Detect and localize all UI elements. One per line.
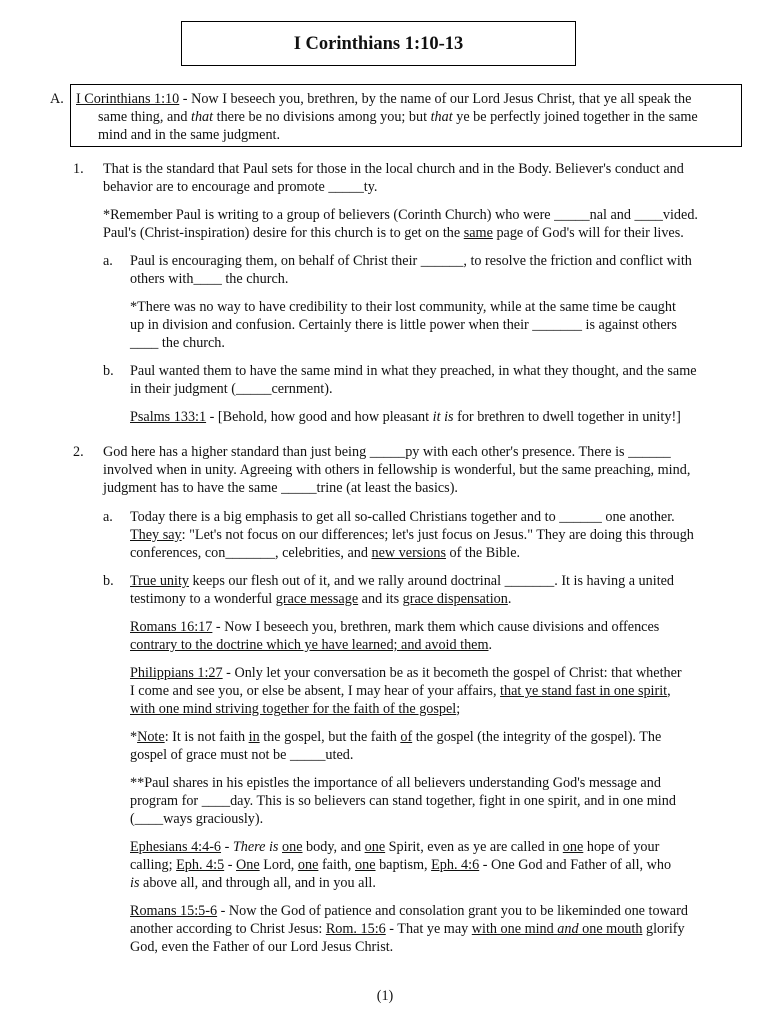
paul-epistles-note: **Paul shares in his epistles the importance of all believers understanding God's message and program for ____day. This is so believers can stand together, fight in one spirit, and in one mind (____ways graciously). (130, 775, 676, 827)
section-a-label: A. (50, 91, 64, 107)
section-a-line2: same thing, and that there be no divisions among you; but that ye be perfectly joined together in the same (98, 109, 698, 125)
item-2-number: 2. (73, 444, 84, 460)
scripture-reference: I Corinthians 1:10 (76, 91, 180, 107)
item-1b-text: Paul wanted them to have the same mind in what they preached, in what they thought, and the same in their judgment (_____cernment). (130, 363, 697, 397)
note-block: *Note: It is not faith in the gospel, but the faith of the gospel (the integrity of the gospel). The gospel of grace must not be _____uted. (130, 729, 662, 763)
romans-16-17-quote: Romans 16:17 - Now I beseech you, brethren, mark them which cause divisions and offences contrary to the doctrine which ye have learned; and avoid them. (130, 619, 660, 653)
item-1a-text: Paul is encouraging them, on behalf of Christ their ______, to resolve the friction and conflict with others with____ the church. (130, 253, 692, 287)
item-1b-label: b. (103, 363, 114, 379)
item-1-remember-note: *Remember Paul is writing to a group of believers (Corinth Church) who were _____nal and ____vided. Paul's (Christ-inspiration) desire for this church is to get on the same page of God's will for their lives. (103, 207, 698, 241)
scripture-reference: Ephesians 4:4-6 (130, 839, 222, 855)
item-2a-label: a. (103, 509, 113, 525)
item-2a-text: Today there is a big emphasis to get all so-called Christians together and to ______ one another. They say: "Let's not focus on our differences; let's just focus on Jesus." They are doing this through conferences, con_______, celebrities, and new versions of the Bible. (130, 509, 694, 561)
title-box (181, 21, 576, 66)
item-1-number: 1. (73, 161, 84, 177)
section-a-box (70, 84, 742, 147)
item-1-text: That is the standard that Paul sets for those in the local church and in the Body. Believer's conduct and behavior are to encourage and promote _____ty. (103, 161, 684, 195)
item-2b-label: b. (103, 573, 114, 589)
scripture-reference: Psalms 133:1 (130, 409, 207, 425)
section-a-line3: mind and in the same judgment. (98, 127, 281, 143)
ephesians-quote: Ephesians 4:4-6 - There is one body, and one Spirit, even as ye are called in one hope of your calling; Eph. 4:5 - One Lord, one faith, one baptism, Eph. 4:6 - One God and Father of all, who is above all, and through all, and in you all. (130, 839, 672, 891)
philippians-1-27-quote: Philippians 1:27 - Only let your conversation be as it becometh the gospel of Christ: that whether I come and see you, or else be absent, I may hear of your affairs, that ye stand fast in one spirit, with one mind striving together for the faith of the gospel; (130, 665, 682, 717)
item-1a-label: a. (103, 253, 113, 269)
page-title: I Corinthians 1:10-13 (293, 33, 464, 54)
scripture-reference: Romans 15:5-6 (130, 903, 218, 919)
scripture-reference: Romans 16:17 (130, 619, 213, 635)
item-1a-note: *There was no way to have credibility to their lost community, while at the same time be caught up in division and confusion. Certainly there is little power when their _______ is against others ____ the church. (130, 299, 677, 351)
psalms-quote: Psalms 133:1 - [Behold, how good and how pleasant it is for brethren to dwell together in unity!] (130, 409, 681, 425)
item-2b-text: True unity keeps our flesh out of it, and we rally around doctrinal _______. It is having a united testimony to a wonderful grace message and its grace dispensation. (130, 573, 675, 607)
item-2-text: God here has a higher standard than just being _____py with each other's presence. There is ______ involved when in unity. Agreeing with others in fellowship is wonderful, but the same preaching, mind, judgment has to have the same _____trine (at least the basics). (103, 444, 691, 496)
section-a-line1: I Corinthians 1:10 - Now I beseech you, brethren, by the name of our Lord Jesus Christ, that ye all speak the (76, 91, 692, 107)
scripture-reference: Philippians 1:27 (130, 665, 223, 681)
page-number: (1) (376, 988, 394, 1004)
romans-15-5-quote: Romans 15:5-6 - Now the God of patience and consolation grant you to be likeminded one toward another according to Christ Jesus: Rom. 15:6 - That ye may with one mind and one mouth glorify God, even the Father of our Lord Jesus Christ. (130, 903, 688, 955)
